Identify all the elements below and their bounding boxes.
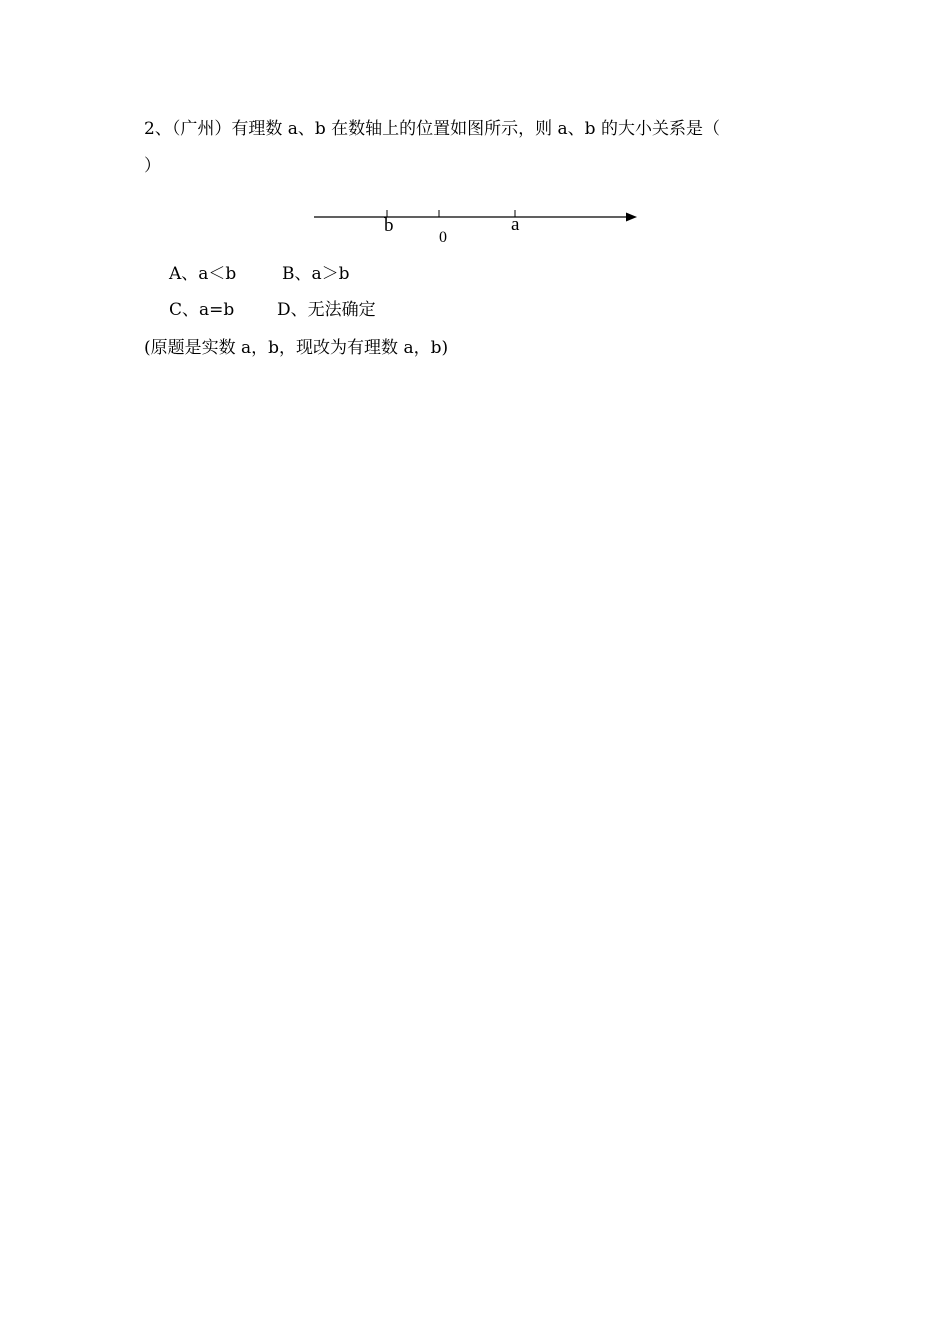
label-a: a xyxy=(511,214,520,235)
label-zero: 0 xyxy=(439,229,447,246)
option-c: C、a=b xyxy=(169,300,235,320)
note-text: (原题是实数 a，b，现改为有理数 a，b) xyxy=(144,338,449,358)
options-row-2 xyxy=(169,299,376,321)
number-line-arrowhead xyxy=(626,213,637,222)
label-b: b xyxy=(384,215,394,236)
option-d: D、无法确定 xyxy=(277,300,376,320)
question-text-line-1: 2、（广州）有理数 a、b 在数轴上的位置如图所示，则 a、b 的大小关系是（ xyxy=(144,119,720,139)
number-line-figure xyxy=(300,200,660,256)
option-b: B、a＞b xyxy=(282,264,350,284)
question-text-line-2: ） xyxy=(144,156,161,176)
option-a: A、a＜b xyxy=(169,264,237,284)
options-row-1 xyxy=(169,263,350,285)
